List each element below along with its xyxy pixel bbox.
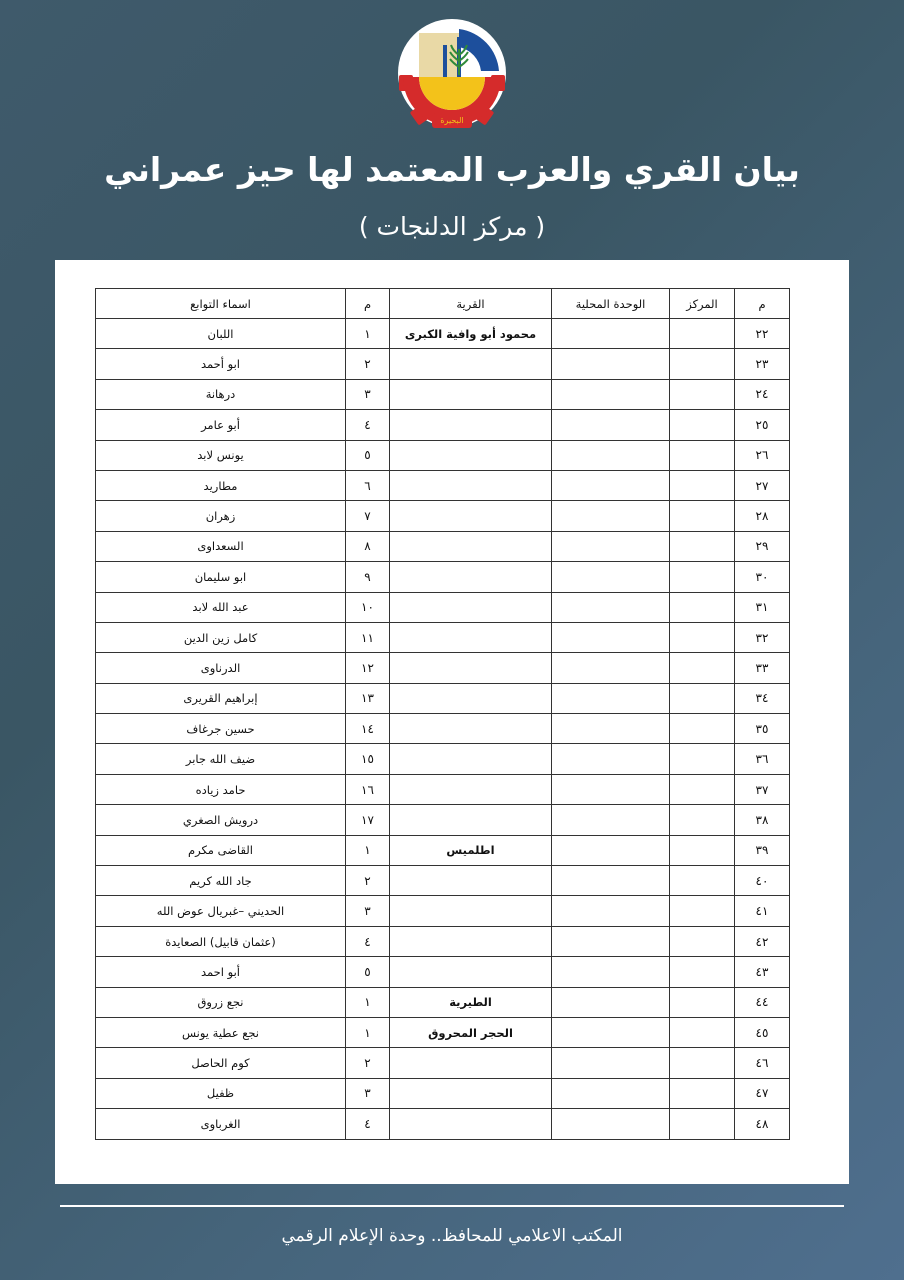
cell-village	[390, 774, 552, 804]
cell-local-unit	[552, 592, 670, 622]
cell-dependency-name: الغرباوى	[96, 1109, 346, 1139]
cell-serial: ٤٣	[735, 957, 790, 987]
cell-village	[390, 349, 552, 379]
cell-local-unit	[552, 683, 670, 713]
cell-dependency-name: ابو سليمان	[96, 562, 346, 592]
cell-local-unit	[552, 1078, 670, 1108]
cell-serial: ٤٨	[735, 1109, 790, 1139]
cell-local-unit	[552, 440, 670, 470]
cell-serial: ٣٦	[735, 744, 790, 774]
cell-markaz	[670, 1109, 735, 1139]
cell-markaz	[670, 592, 735, 622]
cell-markaz	[670, 379, 735, 409]
cell-dependency-name: أبو احمد	[96, 957, 346, 987]
cell-sub-serial: ١٤	[346, 714, 390, 744]
cell-markaz	[670, 683, 735, 713]
cell-sub-serial: ٨	[346, 531, 390, 561]
cell-village: الحجر المحروق	[390, 1017, 552, 1047]
cell-dependency-name: درويش الصغري	[96, 805, 346, 835]
page-subtitle: ( مركز الدلنجات )	[358, 212, 546, 241]
cell-sub-serial: ٩	[346, 562, 390, 592]
cell-local-unit	[552, 622, 670, 652]
cell-markaz	[670, 440, 735, 470]
cell-serial: ٣٥	[735, 714, 790, 744]
cell-local-unit	[552, 1017, 670, 1047]
table-row	[96, 774, 790, 804]
cell-serial: ٣٨	[735, 805, 790, 835]
cell-sub-serial: ١٢	[346, 653, 390, 683]
cell-sub-serial: ٢	[346, 1048, 390, 1078]
cell-markaz	[670, 866, 735, 896]
cell-sub-serial: ١	[346, 319, 390, 349]
cell-local-unit	[552, 866, 670, 896]
cell-dependency-name: جاد الله كريم	[96, 866, 346, 896]
cell-serial: ٣٠	[735, 562, 790, 592]
table-row	[96, 531, 790, 561]
cell-sub-serial: ١١	[346, 622, 390, 652]
cell-dependency-name: نجع عطية يونس	[96, 1017, 346, 1047]
cell-local-unit	[552, 562, 670, 592]
cell-village	[390, 926, 552, 956]
cell-serial: ٢٥	[735, 410, 790, 440]
cell-serial: ٢٨	[735, 501, 790, 531]
column-header-local-unit: الوحدة المحلية	[552, 289, 670, 319]
cell-dependency-name: حامد زياده	[96, 774, 346, 804]
cell-sub-serial: ٤	[346, 1109, 390, 1139]
cell-sub-serial: ٢	[346, 349, 390, 379]
cell-village	[390, 531, 552, 561]
cell-serial: ٢٢	[735, 319, 790, 349]
cell-dependency-name: أبو عامر	[96, 410, 346, 440]
table-row	[96, 957, 790, 987]
table-row	[96, 714, 790, 744]
cell-sub-serial: ٢	[346, 866, 390, 896]
table-row	[96, 926, 790, 956]
cell-markaz	[670, 987, 735, 1017]
cell-sub-serial: ٥	[346, 957, 390, 987]
cell-markaz	[670, 653, 735, 683]
cell-village	[390, 592, 552, 622]
cell-markaz	[670, 622, 735, 652]
table-row	[96, 805, 790, 835]
table-header-row	[96, 289, 790, 319]
table-row	[96, 866, 790, 896]
cell-village	[390, 379, 552, 409]
cell-sub-serial: ١٠	[346, 592, 390, 622]
table-row	[96, 1017, 790, 1047]
column-header-village: القرية	[390, 289, 552, 319]
cell-markaz	[670, 835, 735, 865]
cell-sub-serial: ١٣	[346, 683, 390, 713]
cell-sub-serial: ٣	[346, 379, 390, 409]
cell-sub-serial: ١٧	[346, 805, 390, 835]
governorate-logo	[393, 15, 511, 135]
cell-markaz	[670, 744, 735, 774]
cell-village	[390, 440, 552, 470]
cell-dependency-name: اللبان	[96, 319, 346, 349]
table-row	[96, 379, 790, 409]
cell-dependency-name: (عثمان قابيل) الصعايدة	[96, 926, 346, 956]
cell-serial: ٣٢	[735, 622, 790, 652]
cell-serial: ٢٣	[735, 349, 790, 379]
cell-serial: ٣٧	[735, 774, 790, 804]
cell-markaz	[670, 410, 735, 440]
cell-local-unit	[552, 926, 670, 956]
cell-dependency-name: الدرناوى	[96, 653, 346, 683]
table-row	[96, 501, 790, 531]
cell-dependency-name: ظفيل	[96, 1078, 346, 1108]
cell-markaz	[670, 1048, 735, 1078]
logo-text: البحيرة	[440, 116, 464, 125]
table-row	[96, 653, 790, 683]
column-header-dependency-names: اسماء التوابع	[96, 289, 346, 319]
cell-markaz	[670, 805, 735, 835]
page-title: بيان القري والعزب المعتمد لها حيز عمراني	[104, 150, 800, 189]
cell-local-unit	[552, 470, 670, 500]
cell-dependency-name: مطاريد	[96, 470, 346, 500]
cell-local-unit	[552, 835, 670, 865]
cell-serial: ٣٩	[735, 835, 790, 865]
cell-sub-serial: ١	[346, 1017, 390, 1047]
table-row	[96, 1078, 790, 1108]
cell-dependency-name: كوم الحاصل	[96, 1048, 346, 1078]
cell-local-unit	[552, 349, 670, 379]
table-row	[96, 410, 790, 440]
cell-markaz	[670, 957, 735, 987]
cell-local-unit	[552, 714, 670, 744]
cell-markaz	[670, 714, 735, 744]
cell-sub-serial: ٥	[346, 440, 390, 470]
cell-local-unit	[552, 987, 670, 1017]
cell-dependency-name: الحديني –غبريال عوض الله	[96, 896, 346, 926]
cell-village	[390, 744, 552, 774]
cell-dependency-name: ابو أحمد	[96, 349, 346, 379]
cell-sub-serial: ٤	[346, 410, 390, 440]
cell-serial: ٢٤	[735, 379, 790, 409]
table-row	[96, 622, 790, 652]
table-row	[96, 835, 790, 865]
cell-dependency-name: نجع زروق	[96, 987, 346, 1017]
table-body	[96, 319, 790, 1140]
cell-markaz	[670, 774, 735, 804]
cell-village	[390, 501, 552, 531]
cell-markaz	[670, 319, 735, 349]
cell-serial: ٤٤	[735, 987, 790, 1017]
cell-village: محمود أبو وافية الكبرى	[390, 319, 552, 349]
cell-markaz	[670, 349, 735, 379]
villages-table	[95, 288, 790, 1140]
cell-sub-serial: ٤	[346, 926, 390, 956]
cell-serial: ٣٣	[735, 653, 790, 683]
cell-markaz	[670, 470, 735, 500]
cell-dependency-name: السعداوى	[96, 531, 346, 561]
cell-dependency-name: ضيف الله جابر	[96, 744, 346, 774]
column-header-sub-serial: م	[346, 289, 390, 319]
table-row	[96, 440, 790, 470]
cell-village	[390, 714, 552, 744]
cell-local-unit	[552, 744, 670, 774]
cell-village	[390, 622, 552, 652]
cell-dependency-name: القاضى مكرم	[96, 835, 346, 865]
cell-serial: ٤١	[735, 896, 790, 926]
table-row	[96, 683, 790, 713]
cell-serial: ٤٠	[735, 866, 790, 896]
cell-village	[390, 410, 552, 440]
cell-local-unit	[552, 774, 670, 804]
document-sheet	[55, 260, 849, 1184]
footer-divider	[60, 1205, 844, 1207]
cell-village: اطلميس	[390, 835, 552, 865]
cell-village	[390, 957, 552, 987]
cell-markaz	[670, 926, 735, 956]
cell-village	[390, 896, 552, 926]
cell-local-unit	[552, 957, 670, 987]
cell-serial: ٢٩	[735, 531, 790, 561]
cell-local-unit	[552, 653, 670, 683]
cell-serial: ٢٧	[735, 470, 790, 500]
cell-dependency-name: عبد الله لابد	[96, 592, 346, 622]
table-row	[96, 470, 790, 500]
cell-local-unit	[552, 805, 670, 835]
cell-dependency-name: حسين جرغاف	[96, 714, 346, 744]
cell-sub-serial: ١	[346, 835, 390, 865]
cell-local-unit	[552, 896, 670, 926]
table-row	[96, 319, 790, 349]
cell-sub-serial: ١	[346, 987, 390, 1017]
cell-markaz	[670, 531, 735, 561]
cell-dependency-name: كامل زين الدين	[96, 622, 346, 652]
cell-village	[390, 653, 552, 683]
cell-serial: ٤٥	[735, 1017, 790, 1047]
cell-serial: ٤٢	[735, 926, 790, 956]
cell-local-unit	[552, 410, 670, 440]
cell-sub-serial: ٦	[346, 470, 390, 500]
cell-serial: ٤٧	[735, 1078, 790, 1108]
cell-serial: ٣٤	[735, 683, 790, 713]
cell-local-unit	[552, 531, 670, 561]
cell-village	[390, 1109, 552, 1139]
cell-local-unit	[552, 319, 670, 349]
cell-village	[390, 683, 552, 713]
cell-village	[390, 562, 552, 592]
cell-sub-serial: ٣	[346, 1078, 390, 1108]
table-row	[96, 562, 790, 592]
table-row	[96, 896, 790, 926]
footer-text: المكتب الاعلامي للمحافظ.. وحدة الإعلام الرقمي	[281, 1226, 623, 1246]
cell-local-unit	[552, 379, 670, 409]
cell-dependency-name: درهانة	[96, 379, 346, 409]
cell-markaz	[670, 562, 735, 592]
cell-village	[390, 470, 552, 500]
cell-dependency-name: إبراهيم القريرى	[96, 683, 346, 713]
cell-sub-serial: ١٥	[346, 744, 390, 774]
cell-markaz	[670, 1017, 735, 1047]
cell-village	[390, 866, 552, 896]
cell-serial: ٢٦	[735, 440, 790, 470]
cell-village	[390, 1078, 552, 1108]
table-row	[96, 1048, 790, 1078]
column-header-serial: م	[735, 289, 790, 319]
cell-village: الطيرية	[390, 987, 552, 1017]
cell-local-unit	[552, 1109, 670, 1139]
cell-serial: ٤٦	[735, 1048, 790, 1078]
table-row	[96, 987, 790, 1017]
cell-markaz	[670, 1078, 735, 1108]
cell-village	[390, 1048, 552, 1078]
cell-dependency-name: يونس لابد	[96, 440, 346, 470]
table-row	[96, 592, 790, 622]
table-row	[96, 1109, 790, 1139]
cell-dependency-name: زهران	[96, 501, 346, 531]
column-header-markaz: المركز	[670, 289, 735, 319]
cell-serial: ٣١	[735, 592, 790, 622]
cell-sub-serial: ٣	[346, 896, 390, 926]
table-row	[96, 744, 790, 774]
cell-sub-serial: ٧	[346, 501, 390, 531]
cell-markaz	[670, 896, 735, 926]
cell-local-unit	[552, 1048, 670, 1078]
cell-local-unit	[552, 501, 670, 531]
cell-village	[390, 805, 552, 835]
table-row	[96, 349, 790, 379]
cell-markaz	[670, 501, 735, 531]
cell-sub-serial: ١٦	[346, 774, 390, 804]
